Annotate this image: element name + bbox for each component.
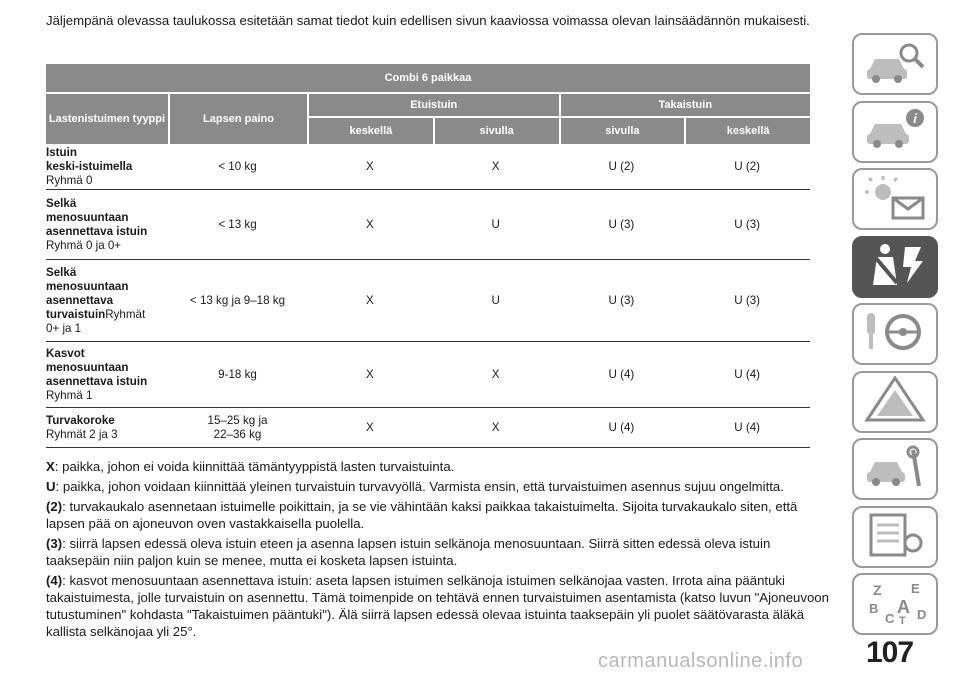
child-weight-value: < 13 kg	[218, 217, 257, 231]
header-rear-center: keskellä	[684, 118, 810, 144]
rear-center-cell: U (3)	[734, 218, 760, 231]
rear-side-cell: U (2)	[608, 160, 635, 173]
seat-group-label: Ryhmä 0	[46, 173, 93, 187]
legend-text: : kasvot menosuuntaan asennettava istuin: aseta lapsen istuimen selkänoja istuimen selkänojaa vasten. Irrota aina pääntuki takaistuimesta, jolle turvaistuin on asennettu. Tämä toimenpide on tehtävä ennen turvaistuimen asentamista (katso luvun "Ajoneuvoon tutustuminen" kohdasta "Takaistuimen pääntuki"). Älä siirrä lapsen edessä olevaa istuinta taaksepäin yli puolet säätövarasta äläkä kallista selkänojaa yli 25°.	[46, 573, 829, 639]
seat-type-cell	[46, 410, 168, 446]
front-side-cell: U	[491, 218, 500, 231]
child-weight-cell	[168, 160, 307, 174]
svg-text:C: C	[885, 610, 895, 625]
table-header	[46, 64, 810, 144]
chapter-tab[interactable]	[852, 371, 938, 433]
seat-type-name: Selkä	[46, 265, 77, 279]
front-side-cell: U	[491, 294, 500, 307]
legend-text: : turvakaukalo asennetaan istuimelle poikittain, ja se vie vähintään kaksi paikkaa takaistuimelta. Sijoita turvakaukalo siten, että lapsen pää on ajoneuvon oven vastakkaisella puolella.	[46, 499, 798, 531]
legend-text: : paikka, johon voidaan kiinnittää yleinen turvaistuin turvavyöllä. Varmista ensin, että turvaistuimen asennus sujuu ongelmitta.	[55, 479, 784, 494]
child-weight-value: < 10 kg	[218, 159, 257, 173]
legend-key: (2)	[46, 499, 63, 514]
seat-type-name: Turvakoroke	[46, 413, 115, 427]
legend-key: (3)	[46, 536, 63, 551]
rear-side-cell: U (3)	[608, 294, 635, 307]
legend-key: U	[46, 479, 56, 494]
seat-type-name: menosuuntaan	[46, 360, 129, 374]
svg-text:D: D	[917, 606, 927, 622]
seat-type-cell	[46, 343, 168, 407]
rear-side-cell: U (4)	[608, 421, 635, 434]
table-title: Combi 6 paikkaa	[46, 64, 810, 94]
front-center-cell: X	[366, 160, 374, 173]
rear-side-cell: U (3)	[608, 218, 635, 231]
rear-center-cell: U (3)	[734, 294, 760, 307]
seat-type-name: menosuuntaan	[46, 279, 129, 293]
seat-type-name: Kasvot	[46, 346, 85, 360]
chapter-sidebar	[852, 33, 938, 641]
child-weight-cell	[168, 218, 307, 232]
legend-note	[46, 535, 836, 569]
legend-note	[46, 498, 836, 532]
seat-group-label: Ryhmät	[105, 307, 146, 321]
alphabet-index-icon	[863, 579, 927, 630]
header-front-center: keskellä	[349, 125, 393, 137]
chapter-tab[interactable]	[852, 438, 938, 500]
seat-type-name: asennettava istuin	[46, 374, 148, 388]
table-row	[46, 342, 810, 408]
header-front-side: sivulla	[433, 118, 559, 144]
key-steering-wheel-icon	[863, 309, 927, 360]
table-row	[46, 144, 810, 190]
legend-notes	[46, 458, 836, 643]
legend-key: (4)	[46, 573, 63, 588]
child-seat-table	[46, 64, 810, 448]
seat-type-cell	[46, 193, 168, 257]
seat-group-label: Ryhmät 2 ja 3	[46, 427, 118, 441]
seat-group-label: Ryhmä 0 ja 0+	[46, 238, 122, 252]
chapter-tab[interactable]	[852, 101, 938, 163]
svg-text:Z: Z	[873, 581, 882, 598]
legend-note	[46, 478, 836, 495]
table-body	[46, 144, 810, 448]
header-front-seat: Etuistuin	[410, 99, 458, 111]
chapter-tab[interactable]	[852, 573, 938, 635]
warning-triangle-icon	[863, 376, 927, 427]
child-weight-value: 22–36 kg	[213, 427, 262, 441]
table-row	[46, 260, 810, 342]
front-side-cell: X	[491, 421, 500, 434]
seat-type-name: Selkä	[46, 196, 77, 210]
warning-light-message-icon	[863, 174, 927, 225]
car-wrench-icon	[863, 444, 927, 495]
front-center-cell: X	[366, 294, 374, 307]
specifications-list-icon	[863, 511, 927, 562]
child-weight-value: < 13 kg ja 9–18 kg	[189, 293, 286, 307]
svg-text:A: A	[897, 596, 910, 617]
front-center-cell: X	[366, 421, 374, 434]
car-search-icon	[863, 39, 927, 90]
front-center-cell: X	[366, 368, 374, 381]
svg-text:T: T	[899, 614, 906, 625]
seat-type-name: asennettava istuin	[46, 224, 148, 238]
legend-note	[46, 572, 836, 640]
header-rear-seat: Takaistuin	[559, 94, 811, 116]
child-weight-cell	[168, 294, 307, 308]
seat-type-name: menosuuntaan	[46, 210, 129, 224]
page-number: 107	[866, 636, 914, 669]
table-row	[46, 190, 810, 260]
rear-center-cell: U (4)	[734, 421, 760, 434]
svg-text:i: i	[913, 111, 917, 126]
legend-note	[46, 458, 836, 475]
header-rear-side: sivulla	[559, 118, 685, 144]
child-weight-value: 15–25 kg ja	[207, 413, 268, 427]
seat-type-cell	[46, 142, 168, 192]
chapter-tab[interactable]	[852, 33, 938, 95]
seat-type-cell	[46, 262, 168, 340]
car-info-icon	[863, 106, 927, 157]
table-row	[46, 408, 810, 448]
child-weight-cell	[168, 414, 307, 442]
chapter-tab[interactable]	[852, 506, 938, 568]
header-seat-type: Lastenistuimen tyyppi	[48, 113, 166, 125]
seat-type-name: asennettava	[46, 293, 114, 307]
seat-group-label: 0+ ja 1	[46, 321, 82, 335]
seat-type-name: Istuin	[46, 145, 77, 159]
front-center-cell: X	[366, 218, 374, 231]
rear-center-cell: U (4)	[734, 368, 760, 381]
intro-paragraph: Jäljempänä olevassa taulukossa esitetään samat tiedot kuin edellisen sivun kaaviossa voimassa olevan lainsäädännön mukaisesti.	[46, 13, 810, 28]
seat-type-name: turvaistuin	[46, 307, 106, 321]
seatbelt-airbag-icon	[863, 241, 927, 292]
rear-center-cell: U (2)	[734, 160, 760, 173]
chapter-tab[interactable]	[852, 303, 938, 365]
rear-side-cell: U (4)	[608, 368, 635, 381]
seat-type-name: keski-istuimella	[46, 159, 133, 173]
header-child-weight: Lapsen paino	[168, 94, 307, 144]
child-weight-value: 9-18 kg	[218, 367, 257, 381]
legend-text: : siirrä lapsen edessä oleva istuin eteen ja asenna lapsen istuin selkänoja menosuuntaan. Siirrä sitten edessä oleva istuin taaksepäin niin paljon kuin se menee, mutta ei kosketa lapsen istuinta.	[46, 536, 771, 568]
chapter-tab[interactable]	[852, 236, 938, 298]
watermark: carmanualsonline.info	[598, 650, 804, 672]
chapter-tab[interactable]	[852, 168, 938, 230]
front-side-cell: X	[491, 160, 500, 173]
child-weight-cell	[168, 368, 307, 382]
legend-text: : paikka, johon ei voida kiinnittää tämäntyyppistä lasten turvaistuinta.	[54, 459, 455, 474]
seat-group-label: Ryhmä 1	[46, 388, 93, 402]
legend-key: X	[46, 459, 55, 474]
svg-text:B: B	[869, 600, 879, 616]
front-side-cell: X	[491, 368, 500, 381]
svg-text:E: E	[911, 580, 920, 596]
